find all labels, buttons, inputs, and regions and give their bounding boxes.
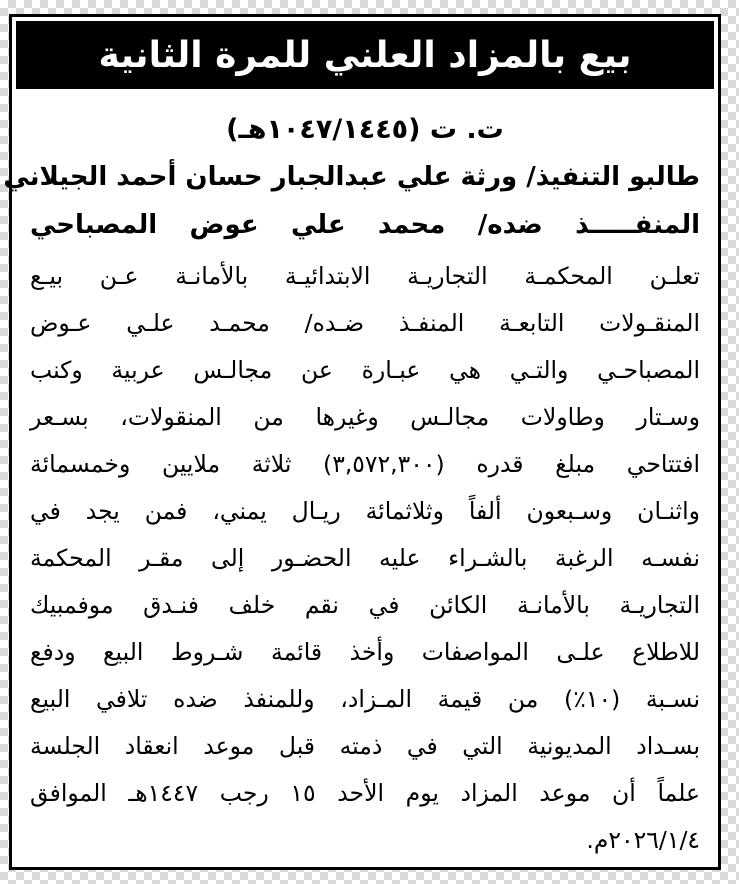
body-line: علماً أن موعد المزاد يوم الأحد ١٥ رجب ١٤٤٧هـ الموافق bbox=[30, 779, 700, 807]
body-line: واثنـان وسـبعون ألفاً وثلاثمائة ريـال يمني، فمن يجد في bbox=[30, 497, 700, 525]
body-line: التجاريـة بالأمانـة الكائن في نقم خلف فنـدق موفمبيك bbox=[30, 591, 700, 619]
notice-body bbox=[30, 253, 700, 864]
body-line: تعلـن المحكمـة التجاريـة الابتدائيـة بالأمانـة عـن بيـع bbox=[30, 262, 700, 290]
case-number: ت. ت (١٠٤٧/١٤٤٥هـ) bbox=[226, 114, 504, 145]
applicants-line: طالبو التنفيذ/ ورثة علي عبدالجبار حسان أحمد الجيلاني bbox=[3, 162, 700, 192]
notice-content bbox=[3, 89, 718, 864]
auction-notice bbox=[3, 14, 721, 870]
body-line-date: ٢٠٢٦/١/٤م. bbox=[586, 826, 700, 854]
body-line: بسـداد المديونية التي في ذمته قبل موعد انعقاد الجلسة bbox=[30, 732, 700, 760]
notice-title: بيع بالمزاد العلني للمرة الثانية bbox=[16, 21, 714, 89]
body-line: افتتاحي مبلغ قدره (٣,٥٧٢,٣٠٠) ثلاثة ملايين وخمسمائة bbox=[30, 450, 700, 478]
body-line: المصباحـي والتـي هي عبـارة عن مجالـس عربية وكنب bbox=[30, 356, 700, 384]
body-line: نسـبة (١٠٪) من قيمة المـزاد، وللمنفذ ضده تلافي البيع bbox=[30, 685, 701, 713]
body-line: المنقـولات التابعـة المنفـذ ضـده/ محمـد علـي عـوض bbox=[30, 309, 700, 337]
body-line: نفسـه الرغبة بالشـراء عليه الحضـور إلى مقـر المحكمة bbox=[30, 544, 700, 572]
body-line: وسـتار وطاولات مجالـس وغيرها من المنقولات، بسـعر bbox=[30, 403, 700, 431]
body-line: للاطلاع علـى المواصفات وأخذ قائمة شـروط البيع ودفع bbox=[30, 638, 700, 666]
defendant-line: المنفـــــذ ضده/ محمد علي عوض المصباحي bbox=[30, 210, 700, 240]
